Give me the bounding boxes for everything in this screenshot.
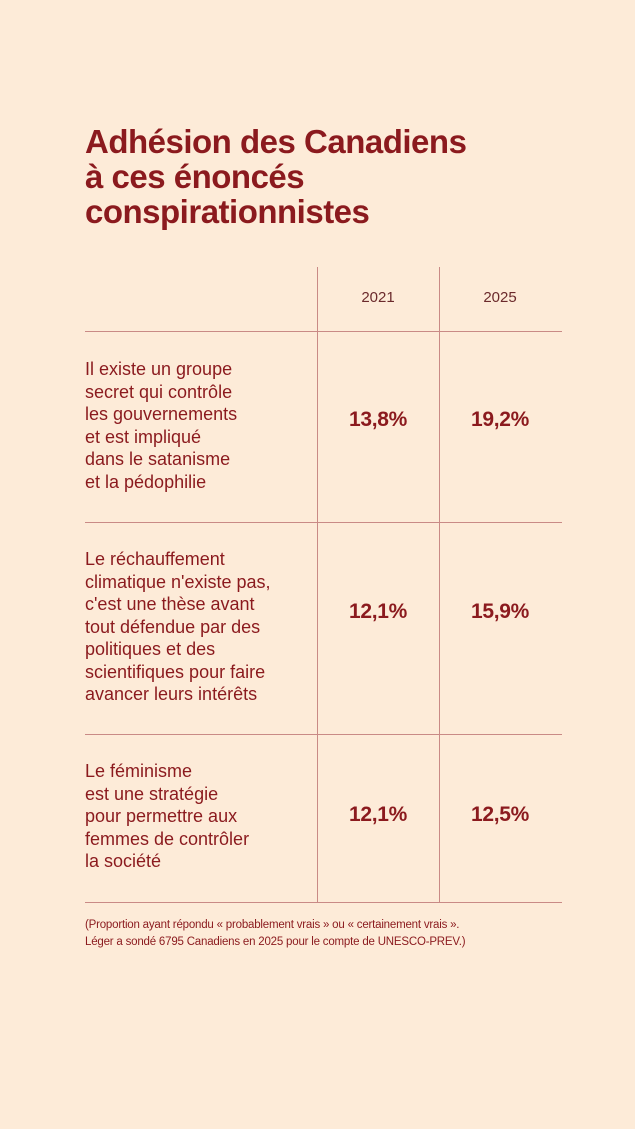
row-3-value-2021: 12,1% [348, 803, 408, 826]
statement-line: la société [85, 851, 162, 871]
row-divider-1 [85, 522, 562, 523]
row-2-value-2021: 12,1% [348, 600, 408, 623]
statement-line: les gouvernements [85, 404, 238, 424]
title-line-1: Adhésion des Canadiens [85, 123, 467, 160]
row-1-value-2021: 13,8% [348, 408, 408, 431]
statement-line: pour permettre aux [85, 806, 238, 826]
row-divider-2 [85, 734, 562, 735]
statement-line: c'est une thèse avant [85, 594, 255, 614]
row-2-value-2025: 15,9% [470, 600, 530, 623]
title-line-2: à ces énoncés [85, 158, 305, 195]
statement-line: scientifiques pour faire [85, 661, 266, 682]
statement-line: et est impliqué [85, 426, 202, 447]
statement-line: Il existe un groupe [85, 359, 233, 379]
statement-line: dans le satanisme [85, 449, 231, 469]
statement-line: Le réchauffement [85, 549, 225, 569]
header-2021: 2021 [361, 289, 395, 306]
source-note [85, 917, 565, 951]
note-line-2: Léger a sondé 6795 Canadiens en 2025 pour le compte de UNESCO-PREV.) [85, 936, 466, 948]
row-divider-3 [85, 902, 562, 903]
statement-line: est une stratégie [85, 783, 219, 804]
statement-line: climatique n'existe pas, [85, 571, 271, 592]
row-1-value-2025: 19,2% [470, 408, 530, 431]
statement-line: tout défendue par des [85, 616, 261, 637]
header-2025: 2025 [483, 289, 517, 306]
page-title [85, 124, 565, 229]
row-3-value-2025: 12,5% [470, 803, 530, 826]
statement-line: secret qui contrôle [85, 381, 233, 402]
statement-line: avancer leurs intérêts [85, 684, 258, 704]
statement-line: et la pédophilie [85, 471, 207, 492]
row-1-statement [85, 358, 310, 493]
statement-line: politiques et des [85, 639, 216, 659]
survey-table [85, 267, 562, 903]
statement-line: femmes de contrôler [85, 828, 250, 849]
statement-line: Le féminisme [85, 761, 193, 781]
note-line-1: (Proportion ayant répondu « probablement vrais » ou « certainement vrais ». [85, 919, 460, 931]
row-divider-header [85, 331, 562, 332]
row-3-statement [85, 760, 310, 873]
title-line-3: conspirationnistes [85, 193, 370, 230]
row-2-statement [85, 548, 310, 706]
